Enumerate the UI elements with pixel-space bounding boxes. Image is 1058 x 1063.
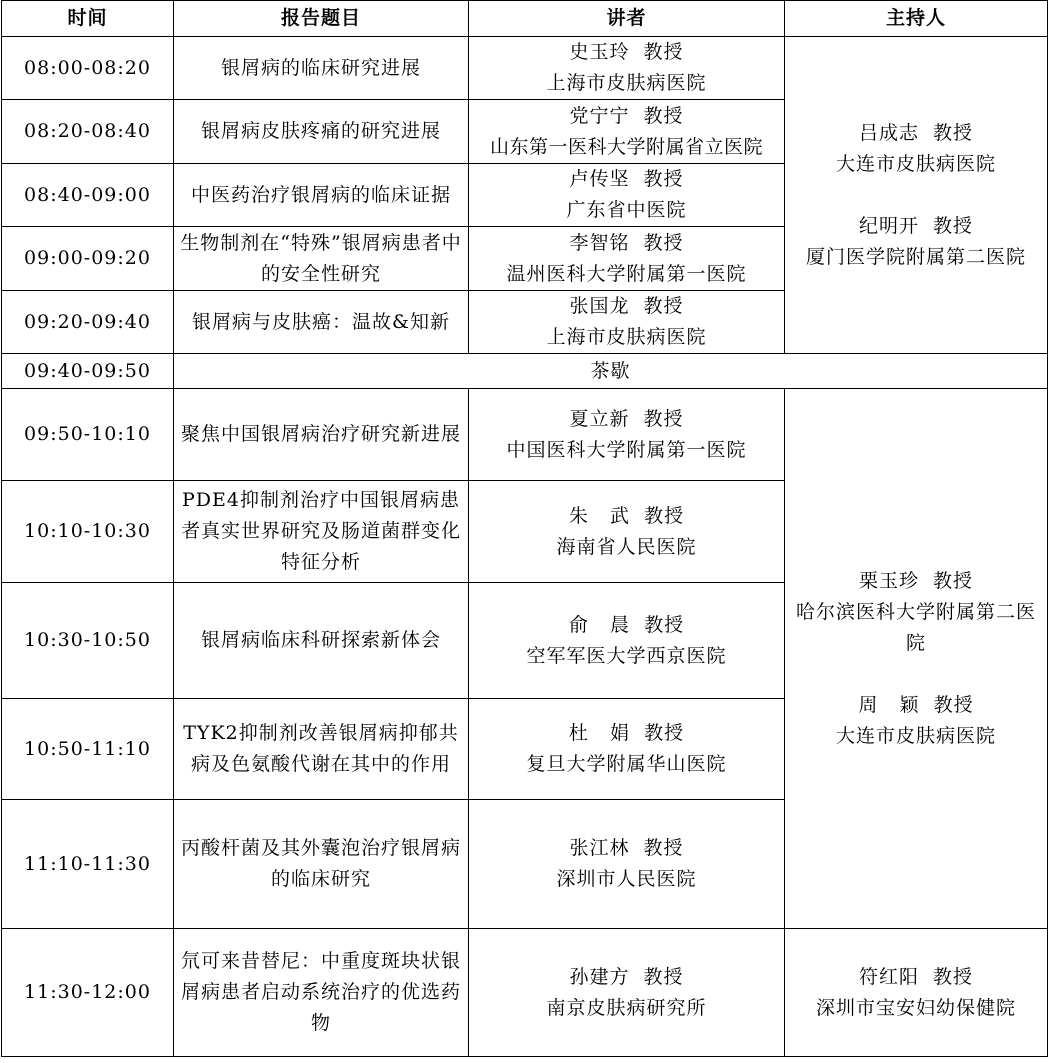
header-time: 时间 [2,1,174,37]
speaker-name: 卢传坚 教授 [569,168,684,190]
speaker-cell [469,583,785,699]
topic-cell [174,929,469,1057]
header-row [2,1,1048,37]
topic-text: 丙酸杆菌及其外囊泡治疗银屑病的临床研究 [180,837,461,890]
time-cell: 08:20-08:40 [2,100,174,164]
speaker-org: 海南省人民医院 [556,535,697,558]
topic-text: 聚焦中国银屑病治疗研究新进展 [180,423,461,445]
schedule-table [1,0,1048,1057]
time-cell: 10:30-10:50 [2,583,174,699]
time-cell: 11:10-11:30 [2,800,174,929]
host-org: 厦门医学院附属第二医院 [805,245,1026,268]
speaker-name: 俞 晨 教授 [568,613,685,636]
time-cell: 08:40-09:00 [2,164,174,227]
topic-cell [174,699,469,800]
topic-text: 银屑病临床科研探索新体会 [200,629,441,651]
time-cell: 09:50-10:10 [2,389,174,481]
time-cell: 09:40-09:50 [2,354,174,389]
speaker-org: 复旦大学附属华山医院 [526,753,727,775]
speaker-name: 朱 武 教授 [568,504,685,527]
topic-cell [174,37,469,100]
speaker-cell [469,481,785,583]
speaker-org: 上海市皮肤病医院 [546,326,707,348]
header-speaker: 讲者 [469,1,785,37]
host-cell [785,37,1048,354]
topic-cell [174,389,469,481]
speaker-org: 南京皮肤病研究所 [546,996,707,1019]
speaker-cell [469,699,785,800]
time-cell: 10:50-11:10 [2,699,174,800]
speaker-org: 深圳市人民医院 [556,868,697,890]
table-row [2,389,1048,481]
speaker-name: 夏立新 教授 [569,407,684,430]
speaker-name: 杜 娟 教授 [568,722,685,744]
topic-text: 中医药治疗银屑病的临床证据 [190,183,451,206]
host-name: 吕成志 教授 [858,121,974,144]
time-cell: 08:00-08:20 [2,37,174,100]
speaker-org: 山东第一医科大学附属省立医院 [489,135,763,158]
host-name: 纪明开 教授 [858,214,974,237]
topic-text: PDE4抑制剂治疗中国银屑病患者真实世界研究及肠道菌群变化特征分析 [180,489,461,573]
topic-cell [174,164,469,227]
speaker-name: 孙建方 教授 [569,965,684,988]
speaker-name: 李智铭 教授 [569,231,684,254]
host-org: 大连市皮肤病医院 [835,724,996,747]
topic-text: 银屑病皮肤疼痛的研究进展 [200,120,441,142]
time-cell: 11:30-12:00 [2,929,174,1057]
host-org: 大连市皮肤病医院 [835,152,996,175]
speaker-name: 张江林 教授 [569,837,684,859]
topic-text: 银屑病与皮肤癌：温故&知新 [192,310,450,333]
host-name: 符红阳 教授 [858,965,974,988]
host-cell [785,389,1048,929]
header-topic: 报告题目 [174,1,469,37]
speaker-cell [469,800,785,929]
speaker-org: 空军军医大学西京医院 [526,644,727,667]
speaker-cell [469,100,785,164]
host-org: 哈尔滨医科大学附属第二医院 [795,600,1036,654]
speaker-cell [469,929,785,1057]
time-cell: 09:00-09:20 [2,227,174,291]
topic-text: 银屑病的临床研究进展 [220,56,421,79]
speaker-org: 中国医科大学附属第一医院 [506,438,747,461]
topic-text: 生物制剂在“特殊”银屑病患者中的安全性研究 [180,231,462,285]
time-cell: 09:20-09:40 [2,291,174,354]
host-name: 栗玉珍 教授 [858,569,974,592]
topic-cell [174,481,469,583]
table-row [2,929,1048,1057]
speaker-name: 党宁宁 教授 [569,104,684,127]
topic-cell [174,100,469,164]
header-host: 主持人 [785,1,1048,37]
topic-text: TYK2抑制剂改善银屑病抑郁共病及色氨酸代谢在其中的作用 [183,722,459,775]
speaker-org: 上海市皮肤病医院 [546,72,707,94]
speaker-org: 温州医科大学附属第一医院 [506,262,747,285]
break-row [2,354,1048,389]
speaker-cell [469,291,785,354]
topic-cell [174,227,469,291]
speaker-cell [469,227,785,291]
speaker-cell [469,164,785,227]
topic-cell [174,800,469,929]
time-cell: 10:10-10:30 [2,481,174,583]
speaker-name: 史玉玲 教授 [569,41,684,63]
topic-cell [174,291,469,354]
table-row [2,37,1048,100]
break-cell: 茶歇 [174,354,1048,389]
speaker-cell [469,37,785,100]
topic-cell [174,583,469,699]
topic-text: 氘可来昔替尼：中重度斑块状银屑病患者启动系统治疗的优选药物 [180,950,461,1034]
host-org: 深圳市宝安妇幼保健院 [815,996,1016,1019]
host-name: 周 颖 教授 [858,693,974,716]
speaker-org: 广东省中医院 [566,199,687,221]
host-cell [785,929,1048,1057]
speaker-cell [469,389,785,481]
speaker-name: 张国龙 教授 [569,295,684,317]
